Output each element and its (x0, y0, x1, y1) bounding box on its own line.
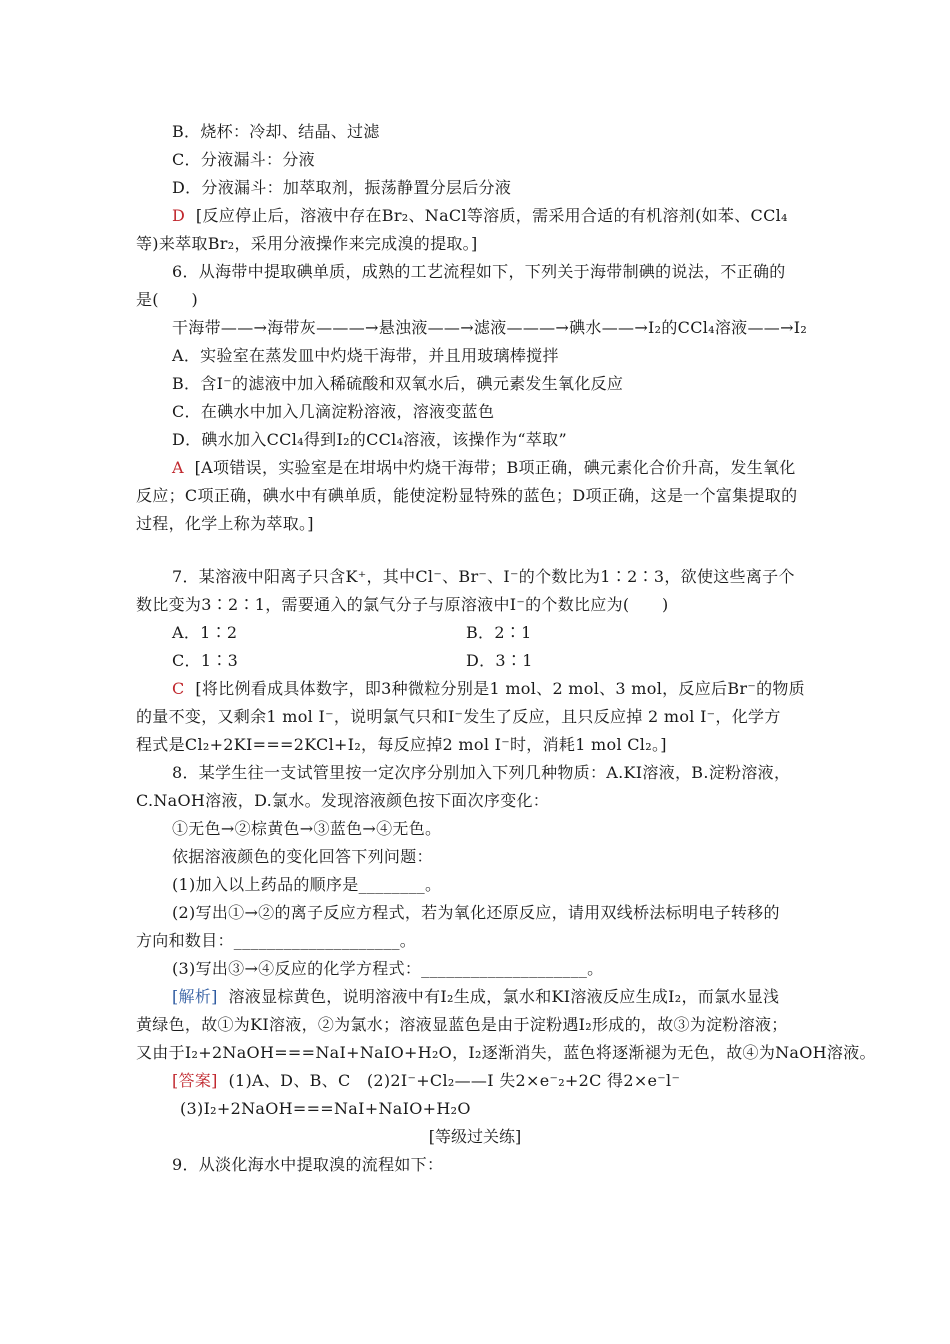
q7-explanation-text1: [将比例看成具体数字，即3种微粒分别是1 mol、2 mol、3 mol，反应后Br⁻的物质 (195, 679, 805, 698)
q5-explanation-line2: 等)来萃取Br₂，采用分液操作来完成溴的提取。] (136, 234, 478, 253)
q7-explanation-line3: 程式是Cl₂+2KI===2KCl+I₂，每反应掉2 mol I⁻时，消耗1 mol Cl₂。] (136, 735, 667, 754)
q8-analysis-text1: 溶液显棕黄色，说明溶液中有I₂生成，氯水和KI溶液反应生成I₂，而氯水显浅 (228, 987, 780, 1006)
q6-answer-letter: A (172, 458, 184, 477)
q7-option-c: C．1∶3 (172, 651, 239, 670)
q6-explanation-line1 (172, 457, 796, 479)
q7-option-b: B．2∶1 (466, 623, 532, 642)
q7-stem-line1: 7．某溶液中阳离子只含K⁺，其中Cl⁻、Br⁻、I⁻的个数比为1∶2∶3，欲使这些离子个 (172, 567, 795, 586)
q7-option-d: D．3∶1 (466, 651, 533, 670)
q8-sub-question-2-line2: 方向和数目：____________________。 (136, 931, 417, 950)
q8-instruction: 依据溶液颜色的变化回答下列问题： (172, 847, 433, 866)
q6-stem-line2: 是( ) (136, 290, 198, 309)
q6-explanation-line3: 过程，化学上称为萃取。] (136, 514, 314, 533)
q8-analysis-line3: 又由于I₂+2NaOH===NaI+NaIO+H₂O，I₂逐渐消失，蓝色将逐渐褪为无色，故④为NaOH溶液。 (136, 1043, 876, 1062)
q8-stem-line1: 8．某学生往一支试管里按一定次序分别加入下列几种物质：A.KI溶液，B.淀粉溶液， (172, 763, 791, 782)
q6-option-b: B．含I⁻的滤液中加入稀硫酸和双氧水后，碘元素发生氧化反应 (172, 374, 624, 393)
q7-explanation-line1 (172, 678, 805, 700)
q8-answer-text1: (1)A、D、B、C (2)2I⁻+Cl₂——I 失2×e⁻₂+2C 得2×e⁻l⁻ (228, 1071, 681, 1090)
q6-flow-diagram: 干海带——→海带灰———→悬浊液——→滤液———→碘水——→I₂的CCl₄溶液——→I₂ (172, 318, 808, 337)
q7-stem-line2: 数比变为3∶2∶1，需要通入的氯气分子与原溶液中I⁻的个数比应为( ) (136, 595, 669, 614)
q5-answer-letter: D (172, 206, 186, 225)
q6-option-d: D．碘水加入CCl₄得到I₂的CCl₄溶液，该操作为“萃取” (172, 430, 567, 449)
q8-sub-question-2-line1: (2)写出①→②的离子反应方程式，若为氧化还原反应，请用双线桥法标明电子转移的 (172, 903, 780, 922)
q6-option-a: A．实验室在蒸发皿中灼烧干海带，并且用玻璃棒搅拌 (172, 346, 559, 365)
q7-option-a: A．1∶2 (172, 623, 238, 642)
q6-explanation-line2: 反应；C项正确，碘水中有碘单质，能使淀粉显特殊的蓝色；D项正确，这是一个富集提取的 (136, 486, 798, 505)
q5-explanation-text1: [反应停止后，溶液中存在Br₂、NaCl等溶质，需采用合适的有机溶剂(如苯、CCl₄ (195, 206, 788, 225)
q6-option-c: C．在碘水中加入几滴淀粉溶液，溶液变蓝色 (172, 402, 495, 421)
q6-stem-line1: 6．从海带中提取碘单质，成熟的工艺流程如下，下列关于海带制碘的说法，不正确的 (172, 262, 786, 281)
q8-sub-question-3: (3)写出③→④反应的化学方程式：____________________。 (172, 959, 604, 978)
q8-analysis-line2: 黄绿色，故①为KI溶液，②为氯水；溶液显蓝色是由于淀粉遇I₂形成的，故③为淀粉溶液； (136, 1015, 788, 1034)
q5-option-d: D．分液漏斗：加萃取剂，振荡静置分层后分液 (172, 178, 512, 197)
q8-sub-question-1: (1)加入以上药品的顺序是________。 (172, 875, 442, 894)
q7-answer-letter: C (172, 679, 185, 698)
q6-explanation-text1: [A项错误，实验室是在坩埚中灼烧干海带；B项正确，碘元素化合价升高，发生氧化 (194, 458, 796, 477)
q8-answer-line1 (172, 1070, 680, 1092)
q9-stem-line1: 9．从淡化海水中提取溴的流程如下： (172, 1155, 444, 1174)
q5-option-b: B．烧杯：冷却、结晶、过滤 (172, 122, 380, 141)
q8-color-sequence: ①无色→②棕黄色→③蓝色→④无色。 (172, 819, 442, 838)
section-heading: [等级过关练] (428, 1127, 522, 1146)
q8-answer-label: [答案] (172, 1071, 218, 1090)
q8-stem-line2: C.NaOH溶液，D.氯水。发现溶液颜色按下面次序变化： (136, 791, 550, 810)
q8-analysis-line1 (172, 986, 779, 1008)
q8-answer-line2: (3)I₂+2NaOH===NaI+NaIO+H₂O (180, 1099, 471, 1118)
q8-analysis-label: [解析] (172, 987, 218, 1006)
q5-explanation-line1 (172, 205, 788, 227)
q7-explanation-line2: 的量不变，又剩余1 mol I⁻，说明氯气只和I⁻发生了反应，且只反应掉 2 mol I⁻，化学方 (136, 707, 781, 726)
q5-option-c: C．分液漏斗：分液 (172, 150, 315, 169)
